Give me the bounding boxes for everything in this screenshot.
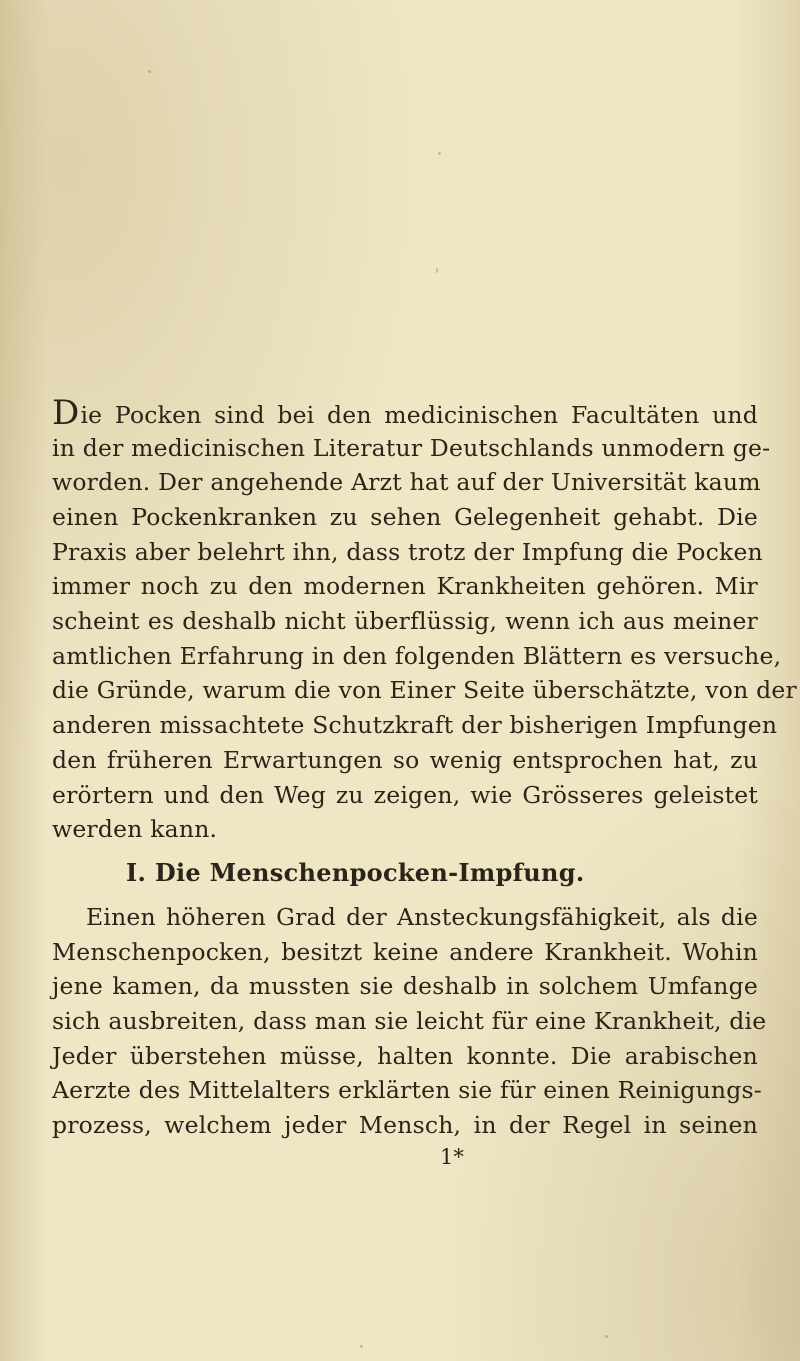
intro-line-2: in der medicinischen Literatur Deutschlands unmodern ge- [52,434,771,462]
paper-speck [360,1345,363,1348]
intro-line-6: immer noch zu den modernen Krankheiten gehören. Mir [52,572,758,600]
intro-line-7: scheint es deshalb nicht überflüssig, wenn ich aus meiner [52,607,758,635]
section-line-2: Menschenpocken, besitzt keine andere Krankheit. Wohin [52,938,758,966]
paper-speck [148,70,151,73]
intro-line-12: erörtern und den Weg zu zeigen, wie Grösseres geleistet [52,781,758,809]
intro-line-4: einen Pockenkranken zu sehen Gelegenheit gehabt. Die [52,503,758,531]
section-heading: I. Die Menschenpocken-Impfung. [126,858,585,887]
intro-line-1: Die Pocken sind bei den medicinischen Facultäten und [52,393,758,433]
intro-line-13: werden kann. [52,815,218,843]
intro-line-8: amtlichen Erfahrung in den folgenden Blättern es versuche, [52,642,782,670]
paper-speck [436,268,438,273]
drop-cap: D [52,393,80,433]
paper-speck [605,1335,608,1338]
section-line-3: jene kamen, da mussten sie deshalb in solchem Umfange [52,972,758,1000]
signature-mark: 1* [440,1145,464,1169]
intro-line-5: Praxis aber belehrt ihn, dass trotz der Impfung die Pocken [52,538,763,566]
section-line-5: Jeder überstehen müsse, halten konnte. Die arabischen [52,1042,758,1070]
section-line-1: Einen höheren Grad der Ansteckungsfähigkeit, als die [86,903,758,931]
paper-speck [438,152,441,155]
intro-line-9: die Gründe, warum die von Einer Seite überschätzte, von der [52,676,797,704]
section-line-6: Aerzte des Mittelalters erklärten sie für einen Reinigungs- [52,1076,762,1104]
intro-line-3: worden. Der angehende Arzt hat auf der Universität kaum [52,468,761,496]
intro-line-10: anderen missachtete Schutzkraft der bisherigen Impfungen [52,711,778,739]
section-line-7: prozess, welchem jeder Mensch, in der Regel in seinen [52,1111,758,1139]
section-line-4: sich ausbreiten, dass man sie leicht für eine Krankheit, die [52,1007,767,1035]
intro-line-11: den früheren Erwartungen so wenig entsprochen hat, zu [52,746,758,774]
